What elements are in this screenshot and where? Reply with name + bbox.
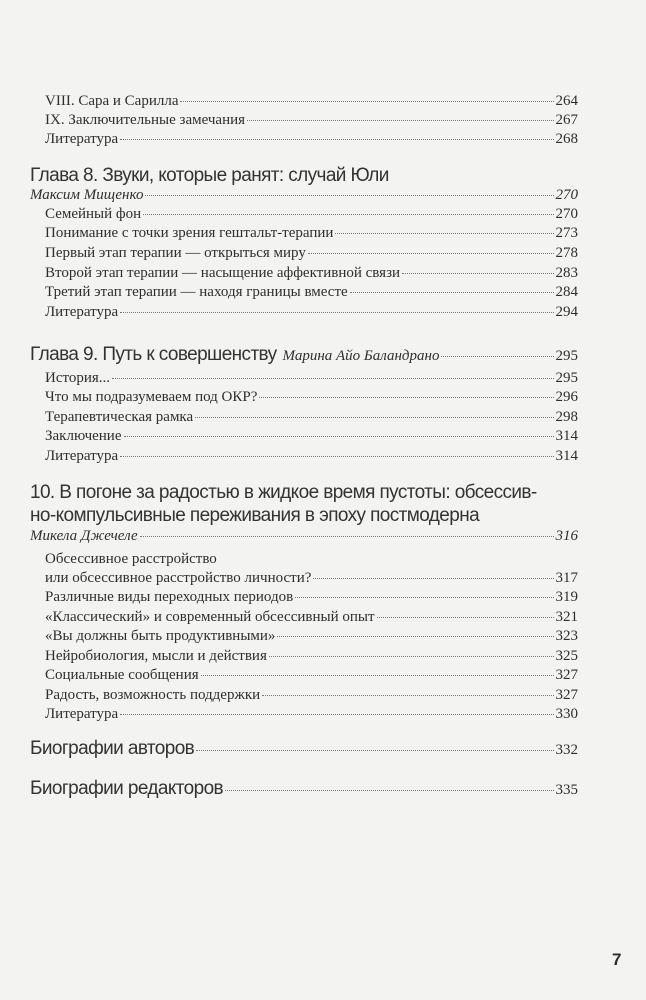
toc-entry xyxy=(45,666,578,684)
entry-title: Литература xyxy=(45,131,119,147)
chapter-9-heading: Глава 9. Путь к совершенству Марина Айо Баландрано 295 xyxy=(30,344,578,365)
entry-title: Литература xyxy=(45,448,119,464)
entry-page: 321 xyxy=(555,609,578,625)
entry-page: 314 xyxy=(555,428,578,444)
dot-leader xyxy=(201,675,554,676)
entry-title: Литература xyxy=(45,304,119,320)
entry-page: 295 xyxy=(555,370,578,386)
toc-entry xyxy=(45,303,578,321)
dot-leader xyxy=(120,139,553,140)
dot-leader xyxy=(262,695,553,696)
toc-entry xyxy=(45,686,578,704)
toc-entry xyxy=(45,408,578,426)
dot-leader xyxy=(402,273,553,274)
toc-entry xyxy=(45,224,578,242)
dot-leader xyxy=(269,656,554,657)
entry-page: 284 xyxy=(555,284,578,300)
entry-page: 314 xyxy=(555,448,578,464)
dot-leader xyxy=(277,636,553,637)
entry-title: История... xyxy=(45,370,111,386)
toc-author-entry xyxy=(30,186,578,204)
entry-page: 327 xyxy=(555,687,578,703)
entry-title: Максим Мищенко xyxy=(30,187,144,203)
toc-entry xyxy=(45,588,578,606)
entry-page: 317 xyxy=(555,570,578,586)
dot-leader xyxy=(377,617,554,618)
entry-title: Понимание с точки зрения гештальт-терапии xyxy=(45,225,334,241)
entry-title: Социальные сообщения xyxy=(45,667,199,683)
entry-page: 294 xyxy=(555,304,578,320)
entry-title: Заключение xyxy=(45,428,122,444)
entry-page: 267 xyxy=(555,112,578,128)
entry-title: IX. Заключительные замечания xyxy=(45,112,246,128)
dot-leader xyxy=(195,417,553,418)
chapter-author: Марина Айо Баландрано xyxy=(282,348,440,364)
entry-title: Обсессивное расстройство xyxy=(45,551,217,567)
toc-entry xyxy=(45,283,578,301)
toc-entry xyxy=(45,205,578,223)
dot-leader xyxy=(120,456,553,457)
page-number: 7 xyxy=(612,950,622,969)
dot-leader xyxy=(143,214,553,215)
toc-author-entry xyxy=(30,527,578,545)
entry-page: 327 xyxy=(555,667,578,683)
entry-title: Радость, возможность поддержки xyxy=(45,687,261,703)
toc-entry xyxy=(45,244,578,262)
entry-title: Второй этап терапии — насыщение аффективной связи xyxy=(45,265,401,281)
dot-leader xyxy=(335,233,553,234)
entry-title: VIII. Сара и Сарилла xyxy=(45,93,179,109)
entry-page: 323 xyxy=(555,628,578,644)
entry-page: 270 xyxy=(555,206,578,222)
toc-heading-biographies-editors: Биографии редакторов 335 xyxy=(30,778,578,799)
entry-title: Семейный фон xyxy=(45,206,142,222)
entry-title: Нейробиология, мысли и действия xyxy=(45,648,267,664)
entry-page: 268 xyxy=(555,131,578,147)
toc-entry xyxy=(45,92,578,110)
dot-leader xyxy=(308,253,554,254)
entry-page: 325 xyxy=(555,648,578,664)
toc-entry xyxy=(45,264,578,282)
entry-page: 330 xyxy=(555,706,578,722)
dot-leader xyxy=(124,436,554,437)
toc-entry xyxy=(45,569,578,587)
dot-leader xyxy=(313,578,553,579)
dot-leader xyxy=(441,356,553,357)
toc-entry xyxy=(45,130,578,148)
toc-entry xyxy=(45,111,578,129)
entry-page: 270 xyxy=(555,187,578,203)
toc-entry xyxy=(45,427,578,445)
dot-leader xyxy=(120,312,553,313)
entry-page: 316 xyxy=(555,528,578,544)
entry-page: 319 xyxy=(555,589,578,605)
toc-heading-biographies-authors: Биографии авторов 332 xyxy=(30,738,578,759)
dot-leader xyxy=(196,750,553,751)
toc-entry xyxy=(45,388,578,406)
dot-leader xyxy=(140,536,554,537)
toc-entry xyxy=(45,647,578,665)
chapter-8-heading: Глава 8. Звуки, которые ранят: случай Юли xyxy=(30,165,389,186)
dot-leader xyxy=(120,714,553,715)
dot-leader xyxy=(112,378,553,379)
entry-page: 264 xyxy=(555,93,578,109)
dot-leader xyxy=(225,790,553,791)
dot-leader xyxy=(295,597,553,598)
entry-title: Различные виды переходных периодов xyxy=(45,589,294,605)
dot-leader xyxy=(145,195,553,196)
entry-title: Третий этап терапии — находя границы вместе xyxy=(45,284,348,300)
entry-page: 273 xyxy=(555,225,578,241)
chapter-10-heading-line2: но-компульсивные переживания в эпоху постмодерна xyxy=(30,505,480,526)
entry-page: 283 xyxy=(555,265,578,281)
entry-page: 278 xyxy=(555,245,578,261)
entry-title: Первый этап терапии — открыться миру xyxy=(45,245,306,261)
dot-leader xyxy=(259,397,553,398)
dot-leader xyxy=(350,292,554,293)
entry-title: или обсессивное расстройство личности? xyxy=(45,570,312,586)
entry-page: 298 xyxy=(555,409,578,425)
entry-title: «Вы должны быть продуктивными» xyxy=(45,628,276,644)
toc-entry xyxy=(45,627,578,645)
entry-title: Микела Джечеле xyxy=(30,528,138,544)
dot-leader xyxy=(180,101,553,102)
toc-entry xyxy=(45,705,578,723)
toc-entry xyxy=(45,369,578,387)
chapter-10-heading-line1: 10. В погоне за радостью в жидкое время пустоты: обсессив- xyxy=(30,482,537,503)
dot-leader xyxy=(247,120,553,121)
toc-entry xyxy=(45,608,578,626)
toc-entry xyxy=(45,447,578,465)
entry-title: Терапевтическая рамка xyxy=(45,409,194,425)
entry-title: Что мы подразумеваем под ОКР? xyxy=(45,389,258,405)
entry-title: Литература xyxy=(45,706,119,722)
toc-entry xyxy=(45,550,578,568)
entry-title: «Классический» и современный обсессивный опыт xyxy=(45,609,375,625)
entry-page: 296 xyxy=(555,389,578,405)
